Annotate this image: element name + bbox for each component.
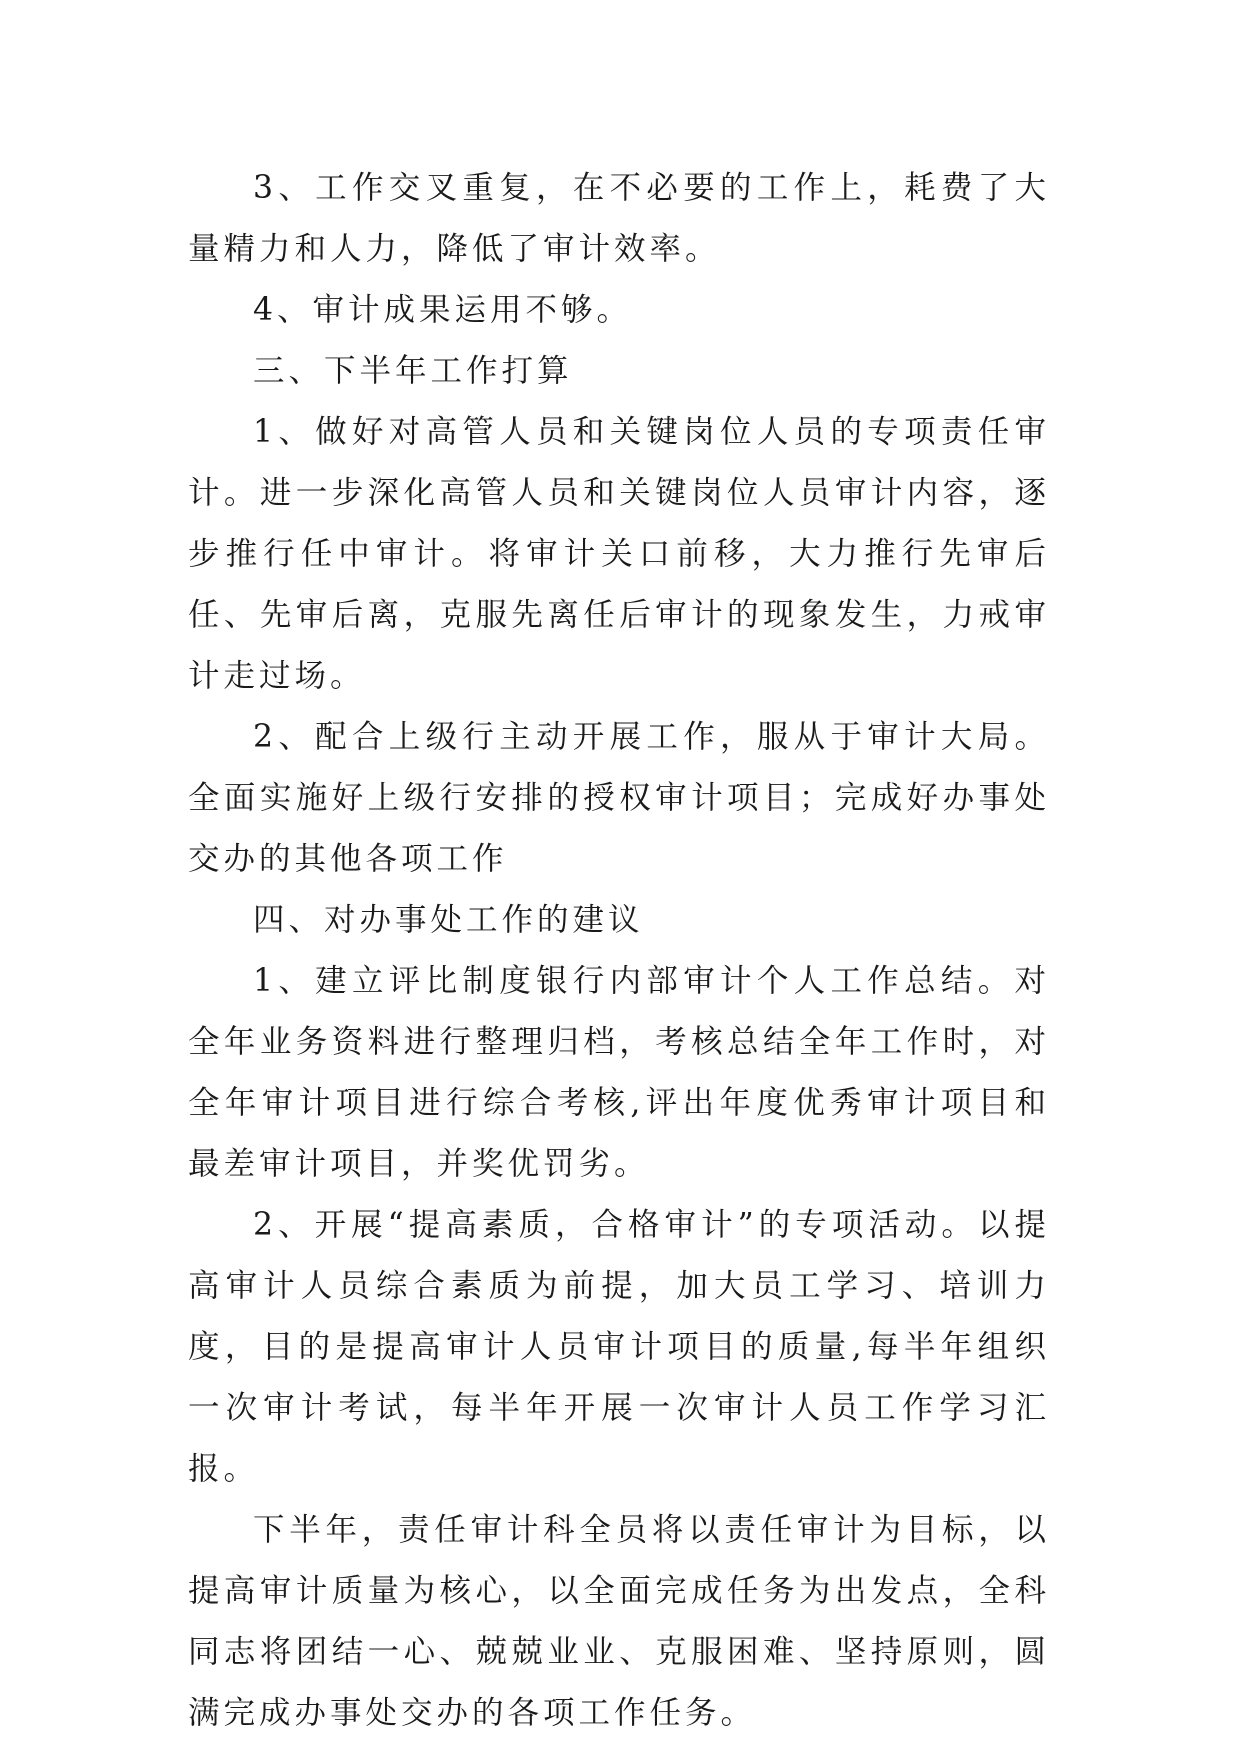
paragraph-plan-2: 2、配合上级行主动开展工作，服从于审计大局。全面实施好上级行安排的授权审计项目；完成好办事处交办的其他各项工作 [188, 719, 1050, 877]
paragraph-suggestion-1: 1、建立评比制度银行内部审计个人工作总结。对全年业务资料进行整理归档，考核总结全年工作时，对全年审计项目进行综合考核,评出年度优秀审计项目和最差审计项目，并奖优罚劣。 [188, 963, 1050, 1182]
paragraph-plan-1: 1、做好对高管人员和关键岗位人员的专项责任审计。进一步深化高管人员和关键岗位人员审计内容，逐步推行任中审计。将审计关口前移，大力推行先审后任、先审后离，克服先离任后审计的现象发生，力戒审计走过场。 [188, 414, 1050, 694]
section-heading-suggestions: 四、对办事处工作的建议 [253, 902, 644, 938]
paragraph-suggestion-2: 2、开展“提高素质，合格审计”的专项活动。以提高审计人员综合素质为前提，加大员工学习、培训力度，目的是提高审计人员审计项目的质量,每半年组织一次审计考试，每半年开展一次审计人员工作学习汇报。 [188, 1207, 1050, 1487]
section-heading-plan: 三、下半年工作打算 [253, 353, 573, 389]
document-body [188, 158, 1050, 1744]
paragraph-issue-3: 3、工作交叉重复，在不必要的工作上，耗费了大量精力和人力，降低了审计效率。 [188, 170, 1050, 267]
paragraph-conclusion: 下半年，责任审计科全员将以责任审计为目标，以提高审计质量为核心，以全面完成任务为出发点，全科同志将团结一心、兢兢业业、克服困难、坚持原则，圆满完成办事处交办的各项工作任务。 [188, 1512, 1050, 1731]
paragraph-issue-4: 4、审计成果运用不够。 [253, 292, 633, 328]
